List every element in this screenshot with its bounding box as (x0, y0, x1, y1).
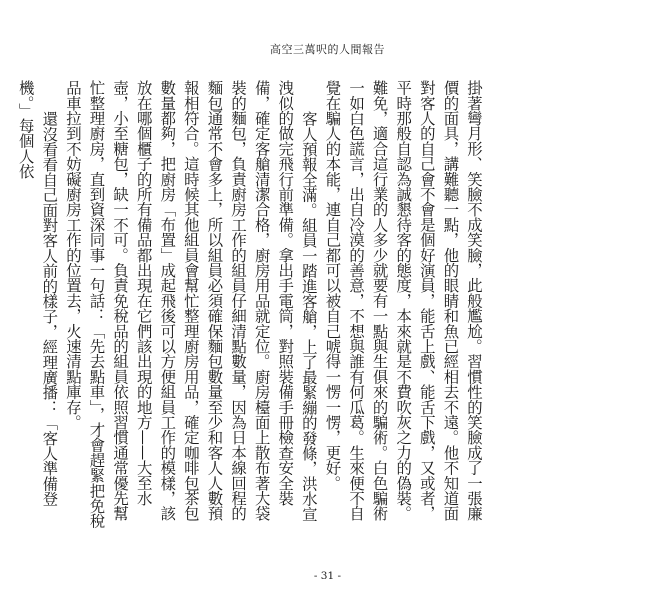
running-header: 高空三萬呎的人間報告 (270, 43, 385, 56)
paragraph-1: 掛著彎月形、笑臉不成笑臉，此般尷尬。習慣性的笑臉成了一張廉價的面具，講難聽一點，他的眼睛和魚已經相去不遠。他不知道面對客人的自己會不會是個好演員，能舌上戲、能舌下戲，又或者，平時那般自認為誠懇待客的態度，本來就是不費吹灰之力的偽裝。難免，適合這行業的人多少就要有一點與生俱來的騙術。白色騙術一如白色謊言，出自冷漠的善意，不想與誰有何瓜葛。生來便不自覺在騙人的本能，連自己都可以被自己唬得一愣一愣，更好。 (323, 80, 483, 521)
page-number: - 31 - (313, 570, 342, 582)
paragraph-3: 還沒看看自己面對客人前的樣子，經理廣播：「客人準備登機。」每個人依 (16, 80, 59, 506)
paragraph-2: 客人預報全滿。組員一踏進客艙，上了最緊繃的發條，洪水宣洩似的做完飛行前準備。拿出手電筒，對照裝備手冊檢查安全裝備，確定客艙清潔合格，廚房用品就定位。廚房檯面上散布著大袋裝的麵包，負責廚房工作的組員仔細清點數量，因為日本線回程的麵包通常不會多上，所以組員必須確保麵包數量至少和客人人數預報相符合。這時候其他組員會幫忙整理廚房用品，確定咖啡包茶包數量都夠，把廚房「布置」成起飛後可以方便組員工作的模樣，該放在哪個櫃子的所有備品都出現在它們該出現的地方——大至水壺，小至糖包，缺一不可。負責免稅品的組員依照習慣通常優先幫忙整理廚房，直到資深同事一句話：「先去點車」，才會趕緊把免稅品車拉到不妨礙廚房工作的位置去，火速清點庫存。 (63, 80, 318, 529)
vertical-text-body (13, 80, 485, 532)
